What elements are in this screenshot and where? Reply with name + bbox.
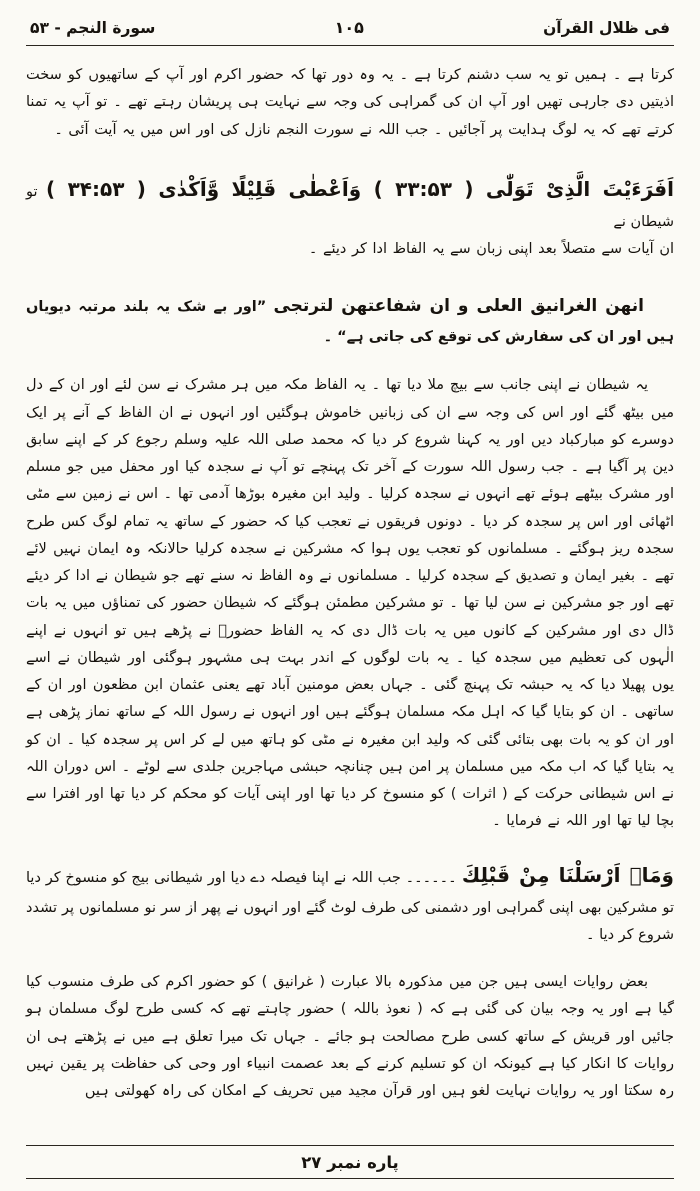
verse-tail: ۔۔۔۔۔۔ جب اللہ نے اپنا فیصلہ دے دیا اور شیطانی بیج کو منسوخ کر دیا تو مشرکین بھی اپنی گمراہی اور دشمنی کی طرف لوٹ گئے اور انہوں نے پھر از سر نو مسلمانوں پر تشدد شروع کر دیا ۔ xyxy=(26,869,674,943)
verse-text: اَفَرَءَیْتَ الَّذِیْ تَوَلّٰی ( ۳۳:۵۳ ) وَاَعْطٰی قَلِیْلًا وَّاَکْدٰی ( ۳۴:۵۳ ) xyxy=(46,176,674,201)
header-page-number: ۱۰۵ xyxy=(334,18,364,37)
paragraph-intro: کرتا ہے ۔ ہمیں تو یہ سب دشنم کرتا ہے ۔ یہ وہ دور تھا کہ حضور اکرم اور آپ کے ساتھیوں کو سخت اذیتیں دی جارہی تھیں اور آپ ان کی گمراہی کی وجہ سے نہایت ہی پریشان رہتے تھے ۔ تو آپ یہ تمنا کرتے تھے کہ یہ لوگ ہدایت پر آجائیں ۔ جب اللہ نے سورت النجم نازل کی اور اس میں یہ آیت آئی ۔ xyxy=(26,67,674,138)
narrative-paragraph: یہ شیطان نے اپنی جانب سے بیچ ملا دیا تھا ۔ یہ الفاظ مکہ میں ہر مشرک نے سن لئے اور ان کے دل میں بیٹھ گئے اور اس کی وجہ سے ان کی زبانیں خاموش ہوگئیں اور انہوں نے ان الفاظ کے آنے پر ایک دوسرے کو مبارکباد دیں اور یہ کہنا شروع کر دیا کہ محمد صلی اللہ علیہ وسلم رجوع کر کے اپنے سابق دین پر آگیا ہے ۔ جب رسول اللہ سورت کے آخر تک پہنچے تو آپ نے سجدہ کیا اور محفل میں جو مسلم اور مشرک بیٹھے ہوئے تھے انہوں نے سجدہ کرلیا ۔ ولید ابن مغیرہ بوڑھا آدمی تھا ۔ اس نے زمین سے مٹی اٹھائی اور اس پر سجدہ کر دیا ۔ دونوں فریقوں نے تعجب کیا کہ حضور کے ساتھ یہ تمام لوگ کس طرح سجدہ ریز ہوگئے ۔ مسلمانوں کو تعجب یوں ہوا کہ مشرکین نے سجدہ کرلیا حالانکہ وہ ایمان نہیں لائے تھے ۔ بغیر ایمان و تصدیق کے سجدہ کرلیا ۔ مسلمانوں نے وہ الفاظ نہ سنے تھے جو شیطان نے ادا کر دیئے تھے اور جو مشرکین نے سن لیا تھا ۔ تو مشرکین مطمئن ہوگئے کہ شیطان حضور کی تمناؤں میں یہ بات ڈال دی اور مشرکین کے کانوں میں یہ بات ڈال دی کہ یہ الفاظ حضورؐ نے پڑھے ہیں تو انہوں نے اپنے الٰہوں کی تعظیم میں سجدہ کیا ۔ یہ بات لوگوں کے اندر بہت ہی مشہور ہوگئی اور شیطان نے اسے یوں پھیلا دیا کہ یہ حبشہ تک پہنچ گئی ۔ جہاں بعض مومنین آباد تھے یعنی عثمان ابن مظعون اور ان کے ساتھی ۔ ان کو بتایا گیا کہ اہل مکہ مسلمان ہوگئے ہیں اور انہوں نے رسول اللہ کے ساتھ نماز پڑھی ہے اور ان کو یہ بات بھی بتائی گئی کہ ولید ابن مغیرہ نے مٹی کو ہاتھ میں لے کر اس پر سجدہ کیا ۔ ان کو یہ بتایا گیا کہ اب مکہ میں مسلمان پر امن ہیں چنانچہ حبشی مہاجرین جلدی سے لوٹے ۔ اس دوران اللہ نے اس شیطانی حرکت کے ( اثرات ) کو منسوخ کر دیا تھا اور اپنی آیات کو محکم کر دیا تھا اور افترا سے بچا لیا تھا اور اللہ نے فرمایا ۔ xyxy=(26,377,674,830)
verse-text: وَمَاۤ اَرْسَلْنَا مِنْ قَبْلِكَ xyxy=(461,862,674,887)
gharaniq-arabic-text: انهن الغرانيق العلى و ان شفاعتهن لترتجى xyxy=(273,296,644,317)
gharaniq-quote xyxy=(26,289,674,352)
header-divider xyxy=(26,45,674,46)
verse-tail: تو شیطان نے xyxy=(26,183,674,230)
gharaniq-translation: ”اور بے شک یہ بلند مرتبہ دیویاں ہیں اور ان کی سفارش کی توقع کی جاتی ہے“ ۔ xyxy=(26,299,674,346)
header-book-title: فی ظلال القرآن xyxy=(543,19,670,37)
arabic-verse-quote-1 xyxy=(26,170,674,236)
verse-followup: ان آیات سے متصلاً بعد اپنی زبان سے یہ الفاظ ادا کر دیئے ۔ xyxy=(308,241,674,257)
footer-divider-bottom xyxy=(26,1178,674,1179)
page-body xyxy=(26,62,674,1145)
juz-number-label: پاره نمبر ۲۷ xyxy=(301,1153,399,1172)
arabic-verse-quote-2 xyxy=(26,856,674,950)
closing-paragraph: بعض روایات ایسی ہیں جن میں مذکورہ بالا عبارت ( غرانیق ) کو حضور اکرم کی طرف منسوب کیا گیا ہے اور یہ وجہ بیان کی گئی ہے کہ ( نعوذ باللہ ) حضور چاہتے تھے کہ کسی طرح لوگ مسلمان ہو جائیں اور قریش کے ساتھ کسی طرح مصالحت ہو جائے ۔ جہاں تک میرا تعلق ہے میں نے پڑھتے ہی ان روایات کا انکار کیا ہے کیونکہ ان کو تسلیم کرنے کے بعد عصمت انبیاء اور وحی کی حفاظت پر یقین نہیں رہ سکتا اور یہ روایات نہایت لغو ہیں اور قرآن مجید میں تحریف کے امکان کی راہ کھولتی ہیں xyxy=(26,974,674,1099)
page-header xyxy=(26,16,674,45)
header-surah-ref: سورة النجم - ۵۳ xyxy=(30,19,156,37)
page-footer xyxy=(26,1145,674,1179)
